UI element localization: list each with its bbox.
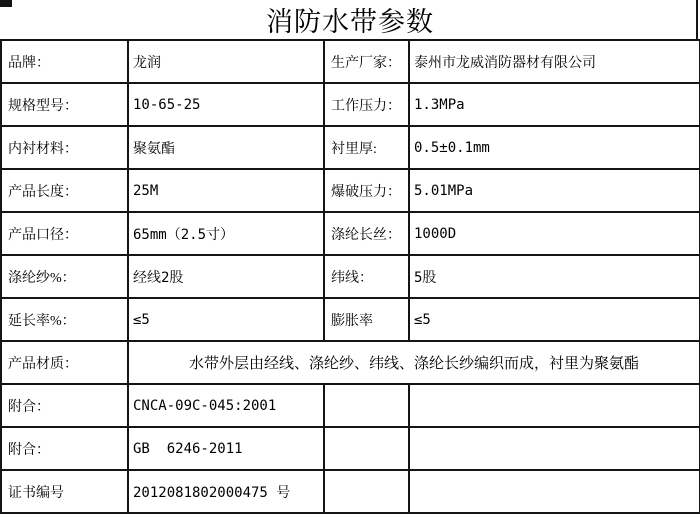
spec-label: 品牌：: [1, 40, 128, 83]
spec-value: 1000D: [409, 212, 700, 255]
table-row: [1, 470, 700, 513]
spec-label: [324, 470, 409, 513]
spec-merged-value: 水带外层由经线、涤纶纱、纬线、涤纶长纱编织而成，衬里为聚氨酯: [128, 341, 700, 384]
spec-label: 工作压力：: [324, 83, 409, 126]
table-row: [1, 169, 700, 212]
page-title: 消防水带参数: [266, 7, 434, 37]
spec-value: 25M: [128, 169, 324, 212]
spec-label: 生产厂家：: [324, 40, 409, 83]
spec-value: GB 6246-2011: [128, 427, 324, 470]
spec-value: ≤5: [409, 298, 700, 341]
spec-label: 涤纶纱%：: [1, 255, 128, 298]
spec-label: 产品长度：: [1, 169, 128, 212]
spec-value: 10-65-25: [128, 83, 324, 126]
spec-label: 延长率%：: [1, 298, 128, 341]
spec-value: 5.01MPa: [409, 169, 700, 212]
spec-label: 规格型号：: [1, 83, 128, 126]
spec-value: [409, 470, 700, 513]
spec-value: 龙润: [128, 40, 324, 83]
title-bar: [0, 0, 700, 39]
spec-label: 产品材质：: [1, 341, 128, 384]
spec-value: 泰州市龙威消防器材有限公司: [409, 40, 700, 83]
spec-value: 0.5±0.1mm: [409, 126, 700, 169]
spec-label: 膨胀率: [324, 298, 409, 341]
spec-label: 纬线：: [324, 255, 409, 298]
spec-value: [409, 384, 700, 427]
spec-label: 衬里厚:: [324, 126, 409, 169]
spec-value: 聚氨酯: [128, 126, 324, 169]
spec-value: ≤5: [128, 298, 324, 341]
spec-value: CNCA-09C-045:2001: [128, 384, 324, 427]
table-row: [1, 126, 700, 169]
table-row-merged: [1, 341, 700, 384]
table-row: [1, 212, 700, 255]
table-row: [1, 255, 700, 298]
spec-table: [0, 39, 700, 514]
spec-label: 爆破压力：: [324, 169, 409, 212]
table-row: [1, 83, 700, 126]
spec-value: [409, 427, 700, 470]
spec-value: 1.3MPa: [409, 83, 700, 126]
spec-value: 经线2股: [128, 255, 324, 298]
spec-label: [324, 427, 409, 470]
spec-table-body: [1, 40, 700, 513]
spec-value: 2012081802000475 号: [128, 470, 324, 513]
spec-label: 涤纶长丝：: [324, 212, 409, 255]
spec-label: [324, 384, 409, 427]
spec-label: 证书编号: [1, 470, 128, 513]
table-row: [1, 298, 700, 341]
table-row: [1, 40, 700, 83]
spec-label: 产品口径：: [1, 212, 128, 255]
spec-value: 5股: [409, 255, 700, 298]
spec-label: 附合：: [1, 384, 128, 427]
spec-label: 附合：: [1, 427, 128, 470]
spec-value: 65mm（2.5寸）: [128, 212, 324, 255]
spec-label: 内衬材料：: [1, 126, 128, 169]
table-row: [1, 427, 700, 470]
table-row: [1, 384, 700, 427]
